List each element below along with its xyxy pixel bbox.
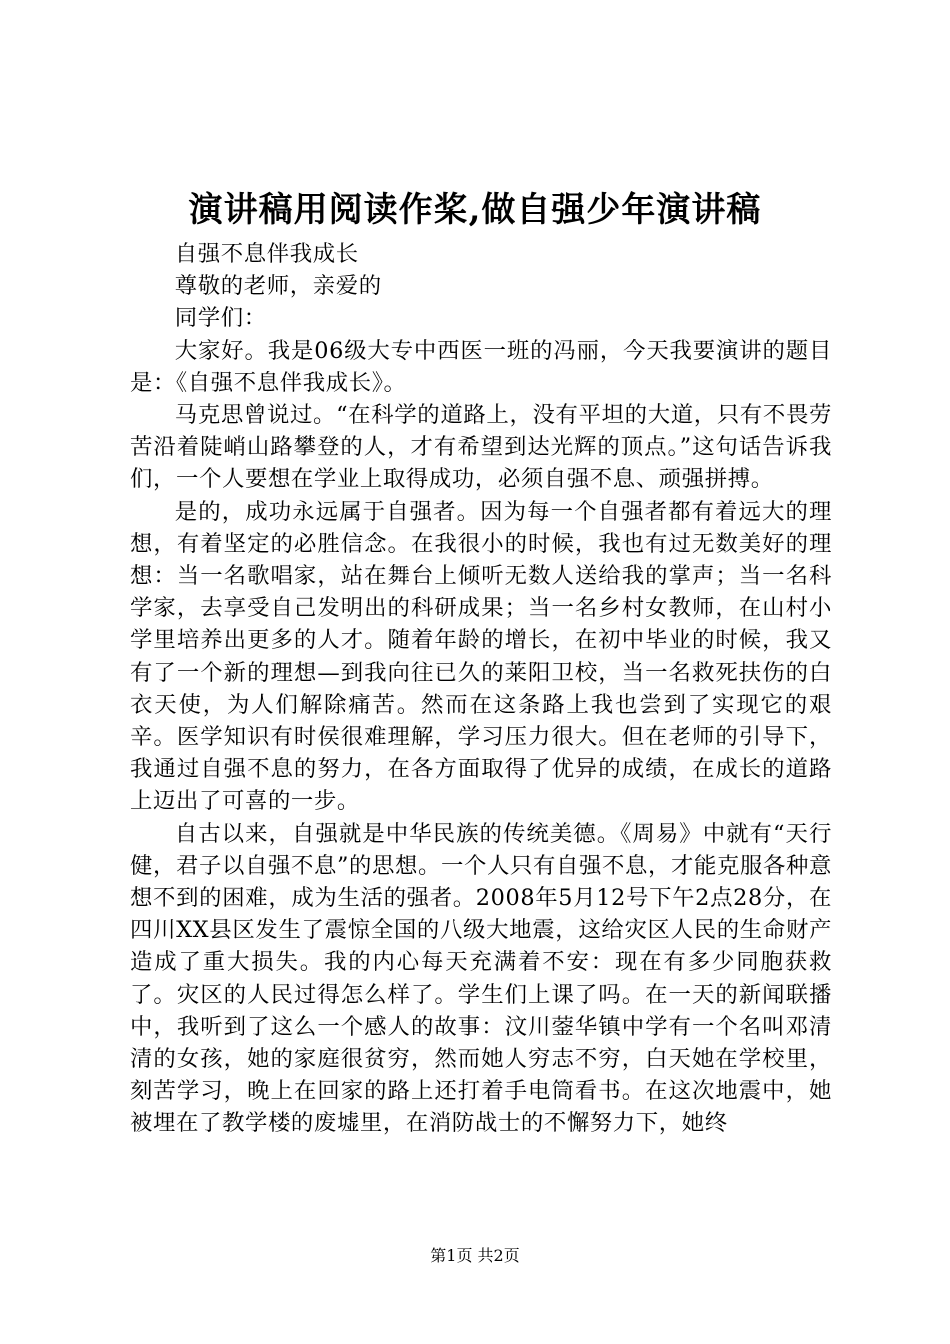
paragraph-salutation-1: 尊敬的老师，亲爱的 xyxy=(174,273,382,300)
page-number-footer: 第1页 共2页 xyxy=(430,1246,520,1265)
paragraph-tradition: 自古以来，自强就是中华民族的传统美德。《周易》中就有“天行健，君子以自强不息”的思想。一个人只有自强不息，才能克服各种意想不到的困难，成为生活的强者。2008年5月12号下午2点28分，在四川XX县区发生了震惊全国的八级大地震，这给灾区人民的生命财产造成了重大损失。我的内心每天充满着不安：现在有多少同胞获救了。灾区的人民过得怎么样了。学生们上课了吗。在一天的新闻联播中，我听到了这么一个感人的故事：汶川蓥华镇中学有一个名叫邓清清的女孩，她的家庭很贫穷，然而她人穷志不穷，白天她在学校里，刻苦学习，晚上在回家的路上还打着手电筒看书。在这次地震中，她被埋在了教学楼的废墟里，在消防战士的不懈努力下，她终 xyxy=(130,820,832,1137)
document-body xyxy=(130,238,832,1140)
paragraph-subtitle: 自强不息伴我成长 xyxy=(174,241,359,267)
paragraph-salutation-2: 同学们： xyxy=(174,305,267,332)
document-title: 演讲稿用阅读作桨,做自强少年演讲稿 xyxy=(188,190,762,230)
paragraph-marx-quote: 马克思曾说过。“在科学的道路上，没有平坦的大道，只有不畏劳苦沿着陡峭山路攀登的人，才有希望到达光辉的顶点。”这句话告诉我们，一个人要想在学业上取得成功，必须自强不息、顽强拼搏。 xyxy=(130,402,832,493)
paragraph-ideals: 是的，成功永远属于自强者。因为每一个自强者都有着远大的理想，有着坚定的必胜信念。在我很小的时候，我也有过无数美好的理想：当一名歌唱家，站在舞台上倾听无数人送给我的掌声；当一名科学家，去享受自己发明出的科研成果；当一名乡村女教师，在山村小学里培养出更多的人才。随着年龄的增长，在初中毕业的时候，我又有了一个新的理想—到我向往已久的莱阳卫校，当一名救死扶伤的白衣天使，为人们解除痛苦。然而在这条路上我也尝到了实现它的艰辛。医学知识有时侯很难理解，学习压力很大。但在老师的引导下，我通过自强不息的努力，在各方面取得了优异的成绩，在成长的道路上迈出了可喜的一步。 xyxy=(130,498,832,815)
paragraph-greeting: 大家好。我是06级大专中西医一班的冯丽，今天我要演讲的题目是：《自强不息伴我成长》。 xyxy=(130,337,832,396)
